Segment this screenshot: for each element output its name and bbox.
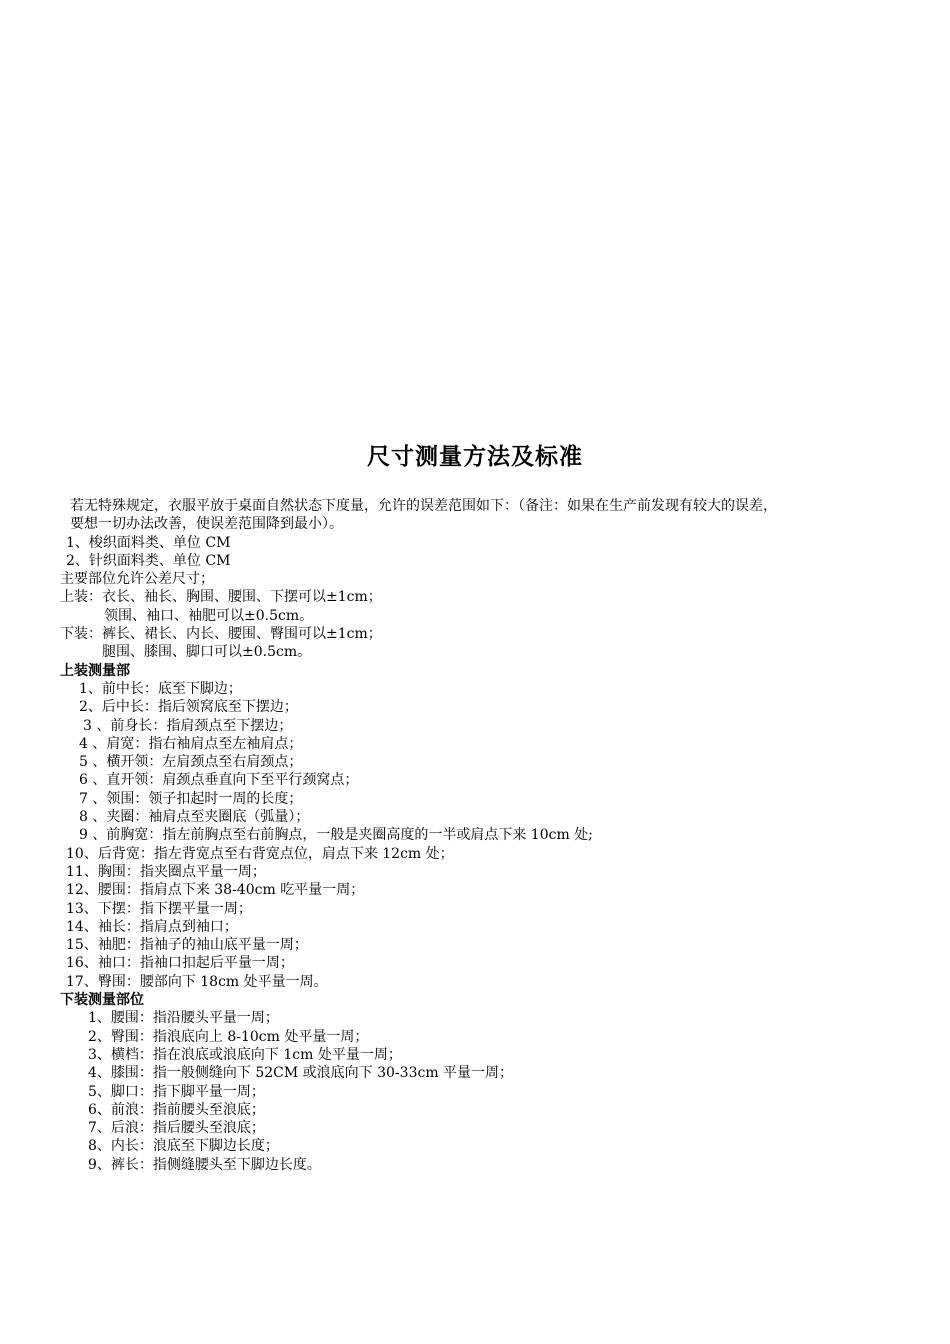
intro-text: 要想一切办法改善，使误差范围降到最小）。 <box>70 516 343 533</box>
list-item: 8 、夹圈：袖肩点至夹圈底（弧量）； <box>79 809 310 826</box>
list-item: 3、横档：指在浪底或浪底向下 1cm 处平量一周； <box>88 1046 402 1063</box>
list-item: 4、膝围：指一般侧缝向下 52CM 或浪底向下 30-33cm 平量一周； <box>88 1065 514 1082</box>
intro-text: 若无特殊规定，衣服平放于桌面自然状态下度量，允许的误差范围如下：（备注：如果在生产前发现有较大的误差， <box>70 498 777 514</box>
bottoms-section-heading: 下装测量部位 <box>60 992 144 1009</box>
list-item: 16、袖口：指袖口扣起后平量一周； <box>66 955 294 972</box>
list-item: 12、腰围：指肩点下来 38-40cm 吃平量一周； <box>66 882 365 899</box>
document-title: 尺寸测量方法及标准 <box>367 444 583 470</box>
document-body <box>0 497 950 1174</box>
list-item: 11、胸围：指夹圈点平量一周； <box>66 863 266 880</box>
list-item: 5、脚口：指下脚平量一周； <box>88 1083 265 1100</box>
list-item: 9、裤长：指侧缝腰头至下脚边长度。 <box>88 1156 321 1173</box>
list-item: 17、臀围：腰部向下 18cm 处平量一周。 <box>66 973 328 990</box>
list-item: 8、内长：浪底至下脚边长度； <box>88 1138 279 1155</box>
bottoms-tolerance: 下装：裤长、裙长、内长、腰围、臀围可以±1cm； <box>60 626 382 643</box>
list-item: 5 、横开领：左肩颈点至右肩颈点； <box>79 754 303 771</box>
intro-line <box>0 515 950 533</box>
tops-tolerance: 上装：衣长、袖长、胸围、腰围、下摆可以±1cm； <box>60 589 382 606</box>
intro-line <box>0 497 950 515</box>
fabric-type-item: 2、针织面料类、单位 CM <box>66 552 231 569</box>
fabric-type-item: 1、梭织面料类、单位 CM <box>66 534 231 551</box>
list-item: 3 、前身长：指肩颈点至下摆边； <box>83 717 293 734</box>
list-item: 15、袖肥：指袖子的袖山底平量一周； <box>66 937 308 954</box>
tops-section-heading: 上装测量部 <box>60 662 130 679</box>
list-item: 1、腰围：指沿腰头平量一周； <box>88 1010 279 1027</box>
list-item: 4 、肩宽：指右袖肩点至左袖肩点； <box>79 735 303 752</box>
list-item: 14、袖长：指肩点到袖口； <box>66 918 238 935</box>
list-item: 6 、直开领：肩颈点垂直向下至平行颈窝点； <box>79 772 359 789</box>
list-item: 2、后中长：指后领窝底至下摆边； <box>79 699 298 716</box>
list-item: 6、前浪：指前腰头至浪底； <box>88 1101 265 1118</box>
list-item: 13、下摆：指下摆平量一周； <box>66 900 252 917</box>
tops-tolerance: 领围、袖口、袖肥可以±0.5cm。 <box>104 607 314 624</box>
list-item: 1、前中长：底至下脚边； <box>79 680 242 697</box>
list-item: 9 、前胸宽：指左前胸点至右前胸点，一般是夹圈高度的一半或肩点下来 10cm 处; <box>79 827 593 844</box>
list-item: 7 、领围：领子扣起时一周的长度； <box>79 790 303 807</box>
tolerance-heading: 主要部位允许公差尺寸； <box>60 571 214 588</box>
bottoms-tolerance: 腿围、膝围、脚口可以±0.5cm。 <box>102 644 312 661</box>
list-item: 10、后背宽：指左背宽点至右背宽点位，肩点下来 12cm 处； <box>66 845 454 862</box>
list-item: 2、臀围：指浪底向上 8-10cm 处平量一周； <box>88 1028 369 1045</box>
list-item: 7、后浪：指后腰头至浪底； <box>88 1120 265 1137</box>
